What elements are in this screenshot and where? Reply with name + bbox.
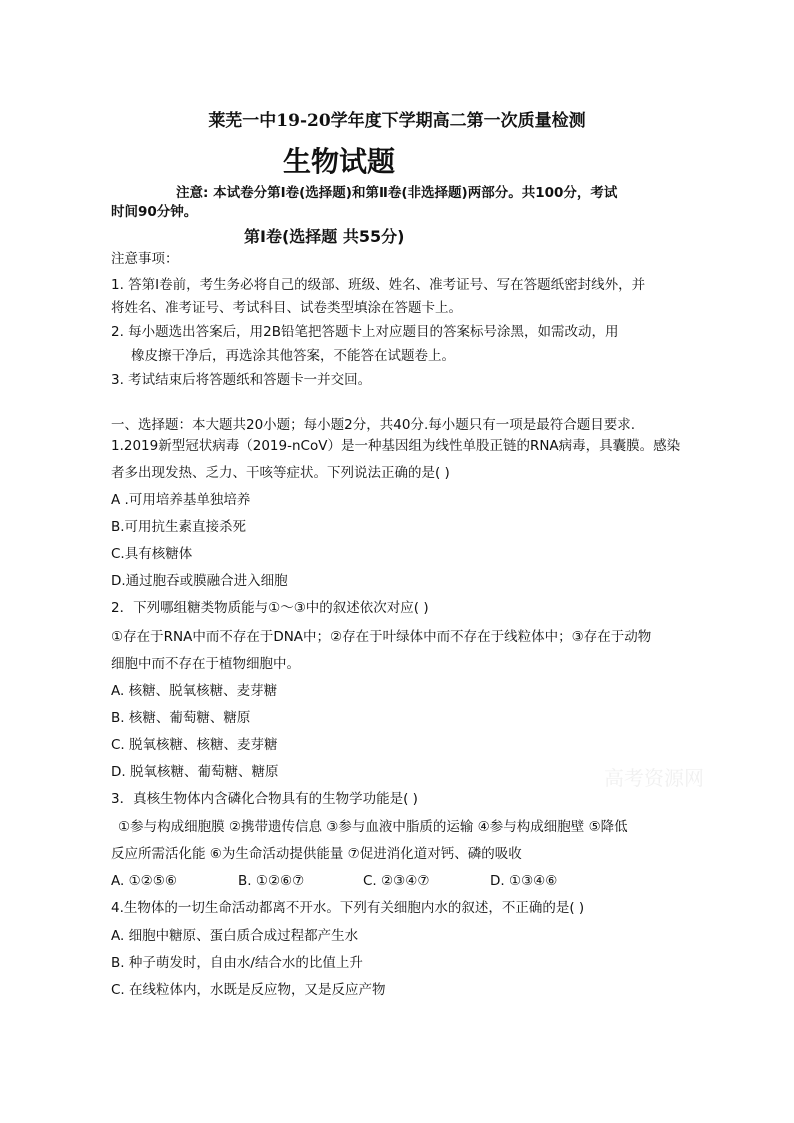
question-option: B. 核糖、葡萄糖、糖原 — [111, 710, 251, 726]
notice-line: 将姓名、准考证号、考试科目、试卷类型填涂在答题卡上。 — [111, 300, 462, 316]
question-option: B. ①②⑥⑦ — [238, 873, 305, 889]
question-stem: ①参与构成细胞膜 ②携带遗传信息 ③参与血液中脂质的运输 ④参与构成细胞壁 ⑤降低 — [118, 819, 628, 835]
question-stem: ①存在于RNA中而不存在于DNA中；②存在于叶绿体中而不存在于线粒体中；③存在于动物 — [111, 629, 652, 645]
question-stem: 3．真核生物体内含磷化合物具有的生物学功能是( ) — [111, 791, 418, 807]
notice-line: 1. 答第Ⅰ卷前，考生务必将自己的级部、班级、姓名、准考证号、写在答题纸密封线外，并 — [111, 277, 646, 293]
notice-line: 橡皮擦干净后，再选涂其他答案，不能答在试题卷上。 — [131, 348, 455, 364]
question-option: B. 种子萌发时，自由水/结合水的比值上升 — [111, 955, 363, 971]
question-option: D.通过胞吞或膜融合进入细胞 — [111, 573, 288, 589]
question-option: A. 细胞中糖原、蛋白质合成过程都产生水 — [111, 928, 359, 944]
question-option: A. 核糖、脱氧核糖、麦芽糖 — [111, 683, 278, 699]
exam-note-line-1: 注意: 本试卷分第Ⅰ卷(选择题)和第Ⅱ卷(非选择题)两部分。共100分，考试 — [176, 185, 618, 201]
question-stem: 反应所需活化能 ⑥为生命活动提供能量 ⑦促进消化道对钙、磷的吸收 — [111, 846, 522, 862]
question-stem: 者多出现发热、乏力、干咳等症状。下列说法正确的是( ) — [111, 465, 450, 481]
exam-subject-title: 生物试题 — [283, 145, 396, 178]
question-stem: 1.2019新型冠状病毒（2019-nCoV）是一种基因组为线性单股正链的RNA病毒，具囊膜。感染 — [111, 438, 681, 454]
question-stem: 4.生物体的一切生命活动都离不开水。下列有关细胞内水的叙述，不正确的是( ) — [111, 900, 585, 916]
question-option: A. ①②⑤⑥ — [111, 873, 177, 889]
exam-note-line-2: 时间90分钟。 — [111, 204, 198, 220]
question-stem: 2．下列哪组糖类物质能与①～③中的叙述依次对应( ) — [111, 600, 429, 616]
question-option: D. 脱氧核糖、葡萄糖、糖原 — [111, 764, 279, 780]
section-title: 第Ⅰ卷(选择题 共55分) — [244, 227, 405, 246]
notice-label: 注意事项： — [111, 251, 179, 267]
question-option: C. 在线粒体内，水既是反应物，又是反应产物 — [111, 982, 386, 998]
question-option: D. ①③④⑥ — [490, 873, 558, 889]
part-intro: 一、选择题：本大题共20小题；每小题2分，共40分.每小题只有一项是最符合题目要求. — [111, 417, 636, 433]
page-title: 莱芜一中19-20学年度下学期高二第一次质量检测 — [208, 111, 586, 131]
question-option: A .可用培养基单独培养 — [111, 492, 251, 508]
question-option: B.可用抗生素直接杀死 — [111, 519, 247, 535]
question-stem: 细胞中而不存在于植物细胞中。 — [111, 656, 300, 672]
question-option: C.具有核糖体 — [111, 546, 193, 562]
notice-line: 3. 考试结束后将答题纸和答题卡一并交回。 — [111, 372, 372, 388]
notice-line: 2. 每小题选出答案后，用2B铅笔把答题卡上对应题目的答案标号涂黑，如需改动，用 — [111, 324, 619, 340]
question-option: C. 脱氧核糖、核糖、麦芽糖 — [111, 737, 278, 753]
watermark: 高考资源网 — [604, 766, 704, 790]
question-option: C. ②③④⑦ — [363, 873, 430, 889]
